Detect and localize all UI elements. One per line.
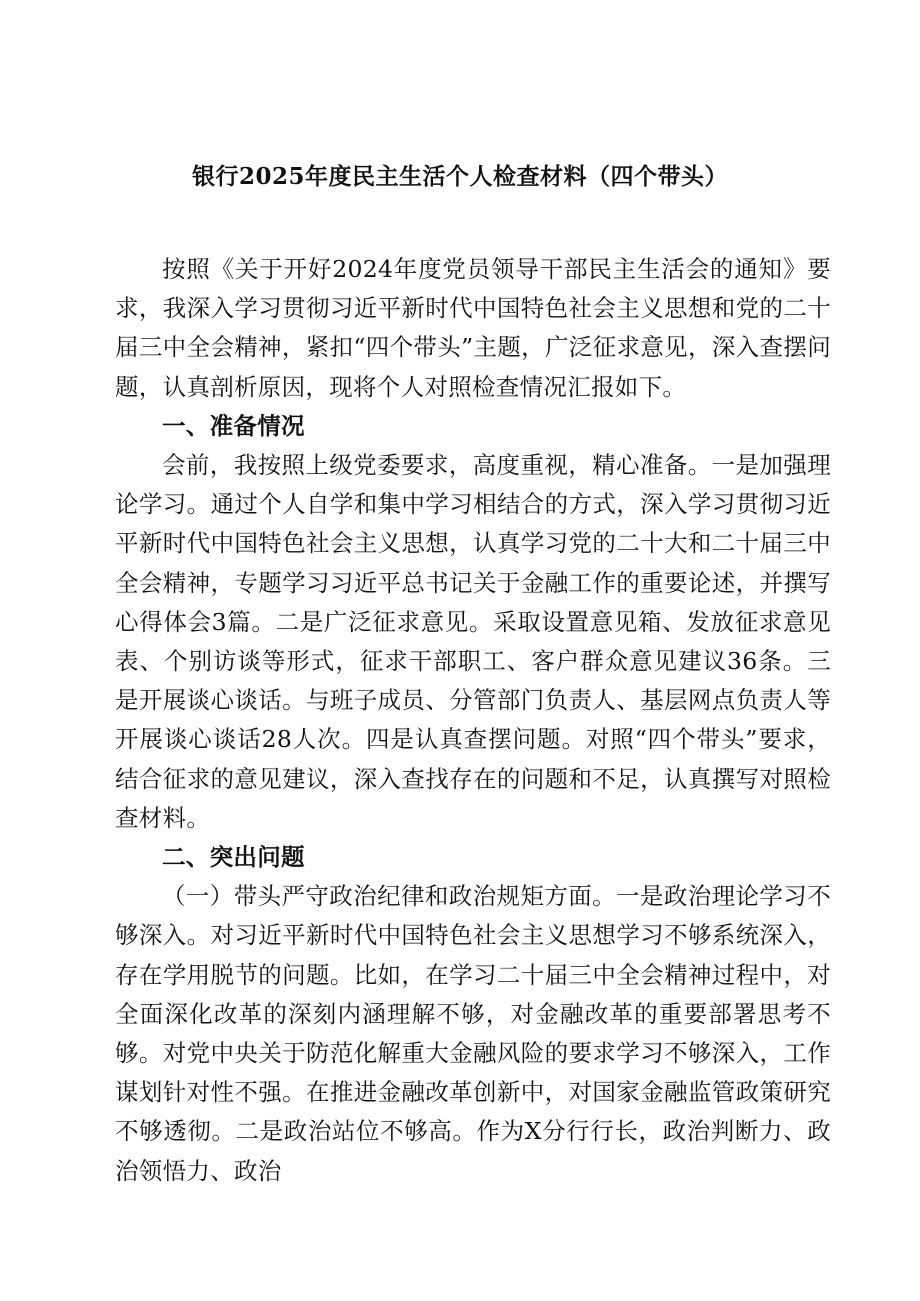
- problems-paragraph: （一）带头严守政治纪律和政治规矩方面。一是政治理论学习不够深入。对习近平新时代中国特色社会主义思想学习不够系统深入，存在学用脱节的问题。比如，在学习二十届三中全会精神过程中，对全面深化改革的深刻内涵理解不够，对金融改革的重要部署思考不够。对党中央关于防范化解重大金融风险的要求学习不够深入，工作谋划针对性不强。在推进金融改革创新中，对国家金融监管政策研究不够透彻。二是政治站位不够高。作为X分行行长，政治判断力、政治领悟力、政治: [115, 882, 831, 1185]
- section-heading-preparation: 一、准备情况: [162, 411, 305, 440]
- document-title: 银行2025年度民主生活个人检查材料（四个带头）: [191, 163, 728, 190]
- section-heading-problems: 二、突出问题: [162, 843, 305, 872]
- preparation-paragraph: 会前，我按照上级党委要求，高度重视，精心准备。一是加强理论学习。通过个人自学和集中学习相结合的方式，深入学习贯彻习近平新时代中国特色社会主义思想，认真学习党的二十大和二十届三中全会精神，专题学习习近平总书记关于金融工作的重要论述，并撰写心得体会3篇。二是广泛征求意见。采取设置意见箱、发放征求意见表、个别访谈等形式，征求干部职工、客户群众意见建议36条。三是开展谈心谈话。与班子成员、分管部门负责人、基层网点负责人等开展谈心谈话28人次。四是认真查摆问题。对照“四个带头”要求，结合征求的意见建议，深入查找存在的问题和不足，认真撰写对照检查材料。: [115, 451, 831, 832]
- document-body: [115, 250, 831, 1191]
- intro-paragraph: 按照《关于开好2024年度党员领导干部民主生活会的通知》要求，我深入学习贯彻习近平新时代中国特色社会主义思想和党的二十届三中全会精神，紧扣“四个带头”主题，广泛征求意见，深入查摆问题，认真剖析原因，现将个人对照检查情况汇报如下。: [115, 255, 831, 401]
